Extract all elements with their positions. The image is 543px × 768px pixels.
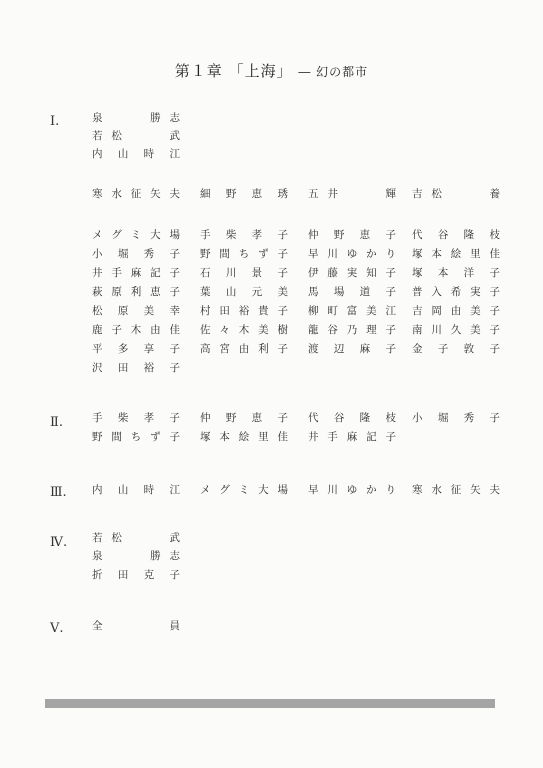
cast-name: 仲野恵子 — [200, 412, 288, 424]
cast-name: 伊藤実知子 — [308, 267, 396, 279]
cast-name: 吉松 養 — [412, 188, 500, 200]
section-numeral: Ⅱ. — [50, 415, 63, 430]
cast-name: 萩原利恵子 — [92, 286, 180, 298]
cast-name: 井手麻記子 — [308, 431, 396, 443]
cast-name: 早川ゆかり — [308, 248, 396, 260]
cast-name: 代谷隆枝 — [308, 412, 396, 424]
cast-name: メグミ大場 — [200, 484, 288, 496]
cast-name: 平多享子 — [92, 343, 180, 355]
section-numeral: Ⅲ. — [50, 485, 67, 500]
cast-name: 石川景子 — [200, 267, 288, 279]
cast-name: 松原美幸 — [92, 305, 180, 317]
cast-name: 細野恵琇 — [200, 188, 288, 200]
cast-name: 南川久美子 — [412, 324, 500, 336]
cast-name: 泉 勝志 — [92, 112, 180, 124]
chapter-title — [0, 60, 543, 81]
cast-name: 佐々木美樹 — [200, 324, 288, 336]
cast-name: 泉 勝志 — [92, 550, 180, 562]
section-numeral: Ⅴ. — [50, 621, 64, 636]
section-numeral: Ⅳ. — [50, 535, 68, 550]
cast-name: 五井 輝 — [308, 188, 396, 200]
cast-name: 塚本絵里佳 — [412, 248, 500, 260]
chapter-title-sub: ― 幻の都市 — [298, 65, 369, 79]
cast-name: 井手麻記子 — [92, 267, 180, 279]
cast-name: 葉山元美 — [200, 286, 288, 298]
cast-name: 早川ゆかり — [308, 484, 396, 496]
cast-name: 吉岡由美子 — [412, 305, 500, 317]
cast-name: 全 員 — [92, 620, 180, 632]
cast-name: 手柴孝子 — [92, 412, 180, 424]
cast-name: 普入希実子 — [412, 286, 500, 298]
cast-name: 内山時江 — [92, 484, 180, 496]
cast-name: 塚本洋子 — [412, 267, 500, 279]
cast-name: 内山時江 — [92, 148, 180, 160]
cast-name: 寒水征矢夫 — [412, 484, 500, 496]
cast-name: 金子敦子 — [412, 343, 500, 355]
cast-name: 高宮由利子 — [200, 343, 288, 355]
cast-name: 若松 武 — [92, 532, 180, 544]
cast-name: 鹿子木由佳 — [92, 324, 180, 336]
cast-name: 塚本絵里佳 — [200, 431, 288, 443]
cast-name: 手柴孝子 — [200, 229, 288, 241]
cast-name: 野間ちず子 — [200, 248, 288, 260]
cast-name: 馬場道子 — [308, 286, 396, 298]
cast-name: 野間ちず子 — [92, 431, 180, 443]
cast-name: 小堀秀子 — [412, 412, 500, 424]
cast-name: メグミ大場 — [92, 229, 180, 241]
section-numeral: Ⅰ. — [50, 114, 60, 129]
cast-name: 小堀秀子 — [92, 248, 180, 260]
cast-name: 沢田裕子 — [92, 362, 180, 374]
cast-name: 龍谷乃理子 — [308, 324, 396, 336]
cast-name: 代谷隆枝 — [412, 229, 500, 241]
cast-name: 寒水征矢夫 — [92, 188, 180, 200]
cast-name: 柳町富美江 — [308, 305, 396, 317]
cast-name: 折田克子 — [92, 569, 180, 581]
cast-name: 若松 武 — [92, 130, 180, 142]
cast-name: 村田裕貴子 — [200, 305, 288, 317]
cast-name: 渡辺麻子 — [308, 343, 396, 355]
cast-name: 仲野恵子 — [308, 229, 396, 241]
chapter-title-main: 第１章 「上海」 — [174, 62, 293, 80]
bottom-rule — [45, 699, 495, 708]
